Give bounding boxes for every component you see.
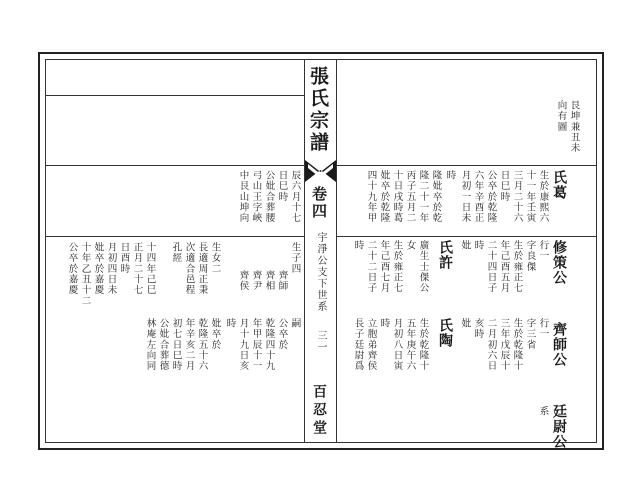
text-column: 日巳時 — [276, 170, 288, 203]
text-column: 公卒於乾隆 — [485, 170, 497, 224]
text-column: 十四年己巳 — [144, 242, 156, 296]
text-column: 年己酉五月 — [498, 240, 510, 294]
text-column: 十日戌時葛 — [391, 170, 403, 224]
text-column: 齊相 — [263, 270, 275, 292]
text-column: 時 — [224, 318, 236, 329]
text-column: 初七日巳時 — [170, 318, 182, 372]
left-rule-top — [45, 95, 304, 96]
text-column: 廣生士傑公 — [417, 240, 429, 294]
text-column: 月初八日寅 — [391, 318, 403, 372]
text-column: 十年乙丑十二 — [79, 242, 91, 307]
text-column: 月十九日亥 — [237, 318, 249, 372]
text-column: 次適合邑程 — [183, 242, 195, 296]
text-column: 公妣合葬德 — [157, 318, 169, 372]
text-column: 乾隆四十九 — [263, 318, 275, 372]
text-column: 孔經 — [170, 242, 182, 264]
text-column: 二月初六日 — [485, 318, 497, 372]
spine-left-rule — [304, 59, 305, 443]
section-label: 宇淨公支下世系 — [315, 232, 326, 313]
text-column: 亥時 — [472, 318, 484, 340]
text-column: 生於乾隆十 — [417, 318, 429, 372]
text-column: 六年辛酉正 — [472, 170, 484, 224]
text-column: 行一 — [537, 318, 549, 340]
text-column: 五年庚午六 — [404, 318, 416, 372]
spine-right-rule — [336, 59, 337, 443]
top-note-line1: 艮坤兼丑未 — [568, 100, 580, 154]
gen5-name: 齊師公 — [551, 322, 567, 367]
text-column: 行一 — [537, 240, 549, 262]
text-column: 生於康熙六 — [537, 170, 549, 224]
text-column: 長子廷尉爲 — [352, 318, 364, 372]
text-column: 時 — [352, 240, 364, 251]
text-column: 月初四日未 — [105, 242, 117, 296]
wife-name-ge: 氏葛 — [551, 170, 567, 200]
text-column: 生於雍正七 — [511, 240, 523, 294]
text-column: 妣卒於嘉慶 — [92, 242, 104, 296]
text-column: 生於乾隆十 — [511, 318, 523, 372]
text-column: 正月二十七 — [131, 242, 143, 296]
text-column: 生於雍正七 — [391, 240, 403, 294]
text-column: 十一年壬寅 — [524, 170, 536, 224]
text-column: 生女二 — [209, 242, 221, 275]
text-column: 公妣合葬腰 — [263, 170, 275, 224]
gen4-name: 修策公 — [551, 240, 567, 285]
text-column: 二十四日子 — [485, 240, 497, 294]
text-column: 年辛亥二月 — [183, 318, 195, 372]
text-column: 四十九年甲 — [365, 170, 377, 224]
text-column: 長適周正秉 — [196, 242, 208, 296]
text-column: 生子四 — [289, 242, 301, 275]
text-column: 丙子五月二 — [404, 170, 416, 224]
text-column: 時 — [444, 170, 456, 181]
hall-name: 百忍堂 — [311, 384, 327, 438]
text-column: 日酉時 — [118, 242, 130, 275]
text-column: 妣卒於乾隆 — [378, 170, 390, 224]
text-column: 妣 — [459, 318, 471, 329]
fishtail-mark — [305, 160, 336, 182]
text-column: 齊侯 — [237, 270, 249, 292]
text-column: 嗣 — [289, 318, 301, 329]
text-column: 隆妣卒於乾 — [430, 170, 442, 224]
text-column: 字良傑 — [524, 240, 536, 273]
text-column: 隆二十一年 — [417, 170, 429, 224]
gen6-name: 廷尉公 — [551, 404, 567, 449]
text-column: 公卒於 — [276, 318, 288, 351]
text-column: 時 — [472, 240, 484, 251]
text-column: 字三省 — [524, 318, 536, 351]
wife-name-xu: 氏許 — [437, 240, 453, 270]
text-column: 二十二日子 — [365, 240, 377, 294]
text-column: 齊師 — [276, 270, 288, 292]
text-column: 立胞弟齊侯 — [365, 318, 377, 372]
gen6-label: 系 — [537, 406, 549, 417]
volume-label: 卷四 — [310, 186, 328, 220]
top-note-line2: 向有圖 — [555, 100, 567, 133]
right-rule-low — [336, 236, 597, 237]
book-title: 張氏宗譜 — [307, 66, 329, 154]
text-column: 妣 — [459, 240, 471, 251]
text-column: 林庵左向同 — [144, 318, 156, 372]
page-number: 三一 — [315, 330, 326, 353]
text-column: 時 — [378, 318, 390, 329]
left-rule-mid — [45, 165, 304, 166]
left-rule-low — [45, 236, 304, 237]
text-column: 乾隆五十六 — [196, 318, 208, 372]
text-column: 月初一日未 — [459, 170, 471, 224]
text-column: 中艮山坤向 — [237, 170, 249, 224]
text-column: 三年戊辰十 — [498, 318, 510, 372]
text-column: 三月二十六 — [511, 170, 523, 224]
text-column: 妣卒於 — [209, 318, 221, 351]
right-rule-mid — [336, 165, 597, 166]
wife-name-tao: 氏陶 — [437, 318, 453, 348]
text-column: 女 — [404, 240, 416, 251]
text-column: 年己酉七月 — [378, 240, 390, 294]
text-column: 辰六月十七 — [289, 170, 301, 224]
text-column: 公卒於嘉慶 — [66, 242, 78, 296]
text-column: 日巳時 — [498, 170, 510, 203]
text-column: 年甲辰十一 — [250, 318, 262, 372]
text-column: 齊尹 — [250, 270, 262, 292]
text-column: 弓山王字峽 — [250, 170, 262, 224]
